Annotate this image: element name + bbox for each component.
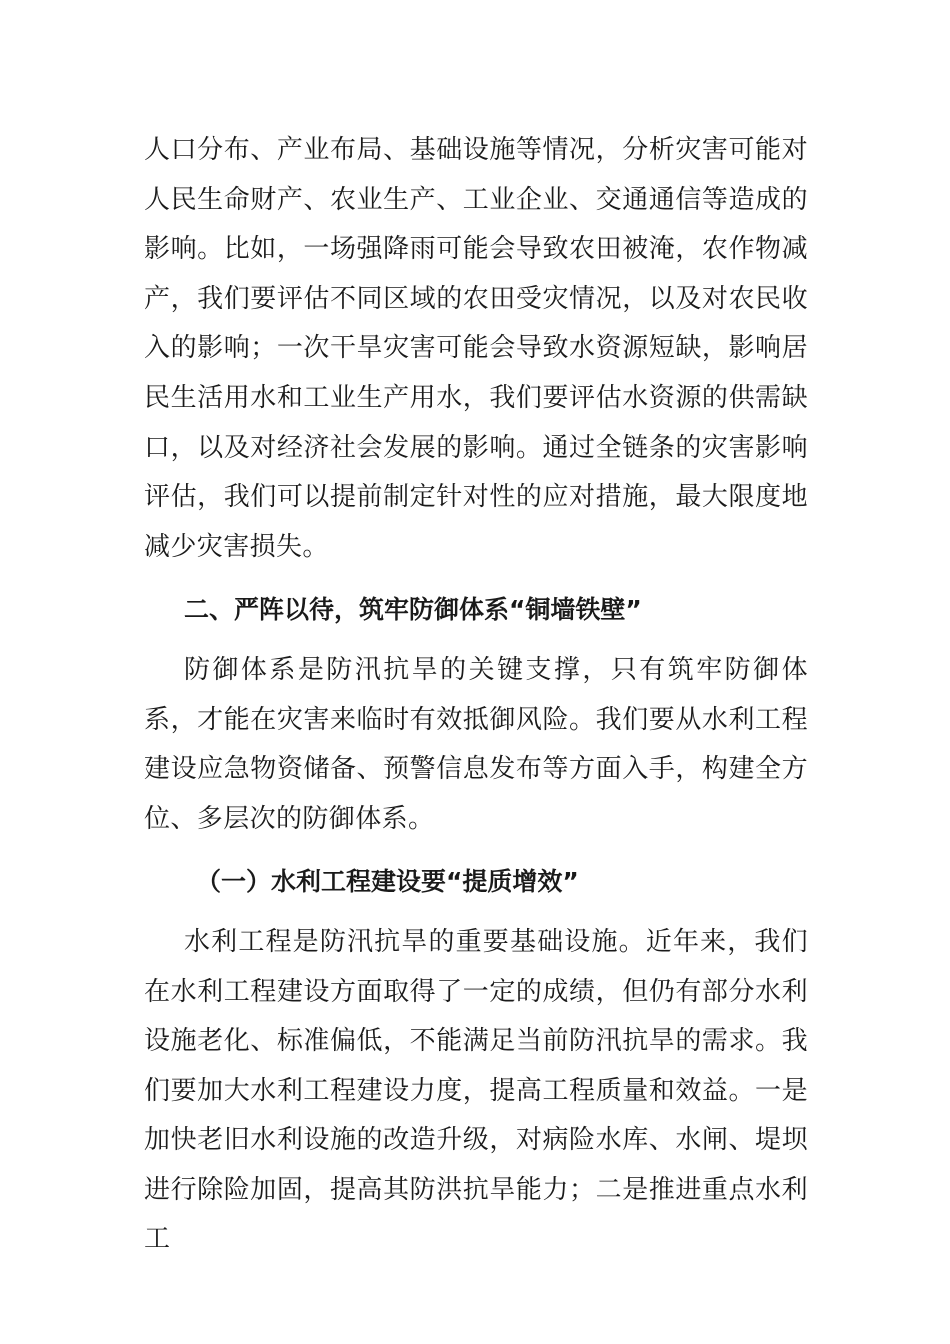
body-paragraph-defense-system: 防御体系是防汛抗旱的关键支撑，只有筑牢防御体系，才能在灾害来临时有效抵御风险。我们要从水利工程建设应急物资储备、预警信息发布等方面入手，构建全方位、多层次的防御体系。 (144, 654, 808, 834)
body-paragraph-continuation: 人口分布、产业布局、基础设施等情况，分析灾害可能对人民生命财产、农业生产、工业企业、交通通信等造成的影响。比如，一场强降雨可能会导致农田被淹，农作物减产，我们要评估不同区域的农田受灾情况，以及对农民收入的影响；一次干旱灾害可能会导致水资源短缺，影响居民生活用水和工业生产用水，我们要评估水资源的供需缺口，以及对经济社会发展的影响。通过全链条的灾害影响评估，我们可以提前制定针对性的应对措施，最大限度地减少灾害损失。 (144, 135, 808, 562)
document-page (144, 126, 808, 1265)
subsection-heading-2-1: （一）水利工程建设要“提质增效” (196, 867, 579, 897)
section-heading-2: 二、严阵以待，筑牢防御体系“铜墙铁壁” (184, 595, 642, 625)
body-paragraph-water-projects: 水利工程是防汛抗旱的重要基础设施。近年来，我们在水利工程建设方面取得了一定的成绩，但仍有部分水利设施老化、标准偏低，不能满足当前防汛抗旱的需求。我们要加大水利工程建设力度，提高工程质量和效益。一是加快老旧水利设施的改造升级，对病险水库、水闸、堤坝进行除险加固，提高其防洪抗旱能力；二是推进重点水利工 (144, 926, 808, 1255)
